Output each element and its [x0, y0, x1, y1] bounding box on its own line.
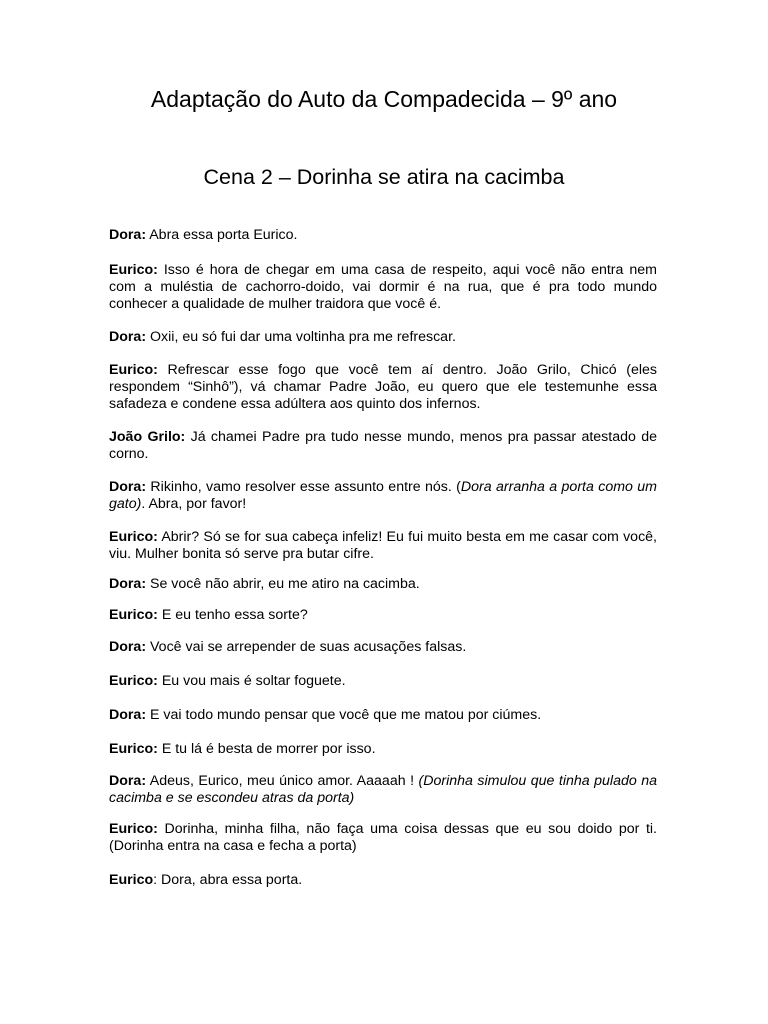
speaker-name: Dora:	[109, 227, 147, 243]
dialogue-line	[109, 607, 657, 624]
scene-title: Cena 2 – Dorinha se atira na cacimba	[203, 165, 565, 189]
line-text: Dorinha, minha filha, não faça uma coisa dessas que eu sou doido por ti. (Dorinha entra na casa e fecha a porta)	[109, 821, 657, 854]
dialogue-line	[109, 227, 657, 244]
dialogue-line	[109, 479, 657, 513]
speaker-name: Dora:	[109, 639, 147, 655]
dialogue-line	[109, 429, 657, 463]
line-text: : Dora, abra essa porta.	[153, 872, 303, 888]
line-text: Eu vou mais é soltar foguete.	[157, 673, 346, 689]
dialogue-line	[109, 821, 657, 855]
speaker-name: Eurico:	[109, 607, 158, 623]
speaker-name: João Grilo:	[109, 429, 186, 445]
speaker-name: Dora:	[109, 576, 147, 592]
line-text: Abra essa porta Eurico.	[146, 227, 298, 243]
dialogue-line	[109, 262, 657, 313]
line-text: Já chamei Padre pra tudo nesse mundo, menos pra passar atestado de corno.	[109, 429, 657, 462]
speaker-name: Eurico:	[109, 821, 158, 837]
line-text: E eu tenho essa sorte?	[157, 607, 308, 623]
stage-direction: (Dorinha simulou que tinha pulado na cacimba e se escondeu atras da porta)	[109, 773, 657, 806]
line-text: Abrir? Só se for sua cabeça infeliz! Eu fui muito besta em me casar com você, viu. Mulher bonita só serve pra butar cifre.	[109, 529, 657, 562]
speaker-name: Eurico:	[109, 673, 158, 689]
dialogue-line	[109, 529, 657, 563]
line-text: Oxii, eu só fui dar uma voltinha pra me refrescar.	[146, 329, 456, 345]
speaker-name: Eurico	[109, 872, 154, 888]
dialogue-line	[109, 741, 657, 758]
line-text: E tu lá é besta de morrer por isso.	[157, 741, 376, 757]
line-text: Rikinho, vamo resolver esse assunto entre nós. (	[146, 479, 461, 495]
dialogue-line	[109, 362, 657, 413]
dialogue-line	[109, 673, 657, 690]
document-title: Adaptação do Auto da Compadecida – 9º ano	[150, 86, 618, 112]
dialogue-line	[109, 329, 657, 346]
dialogue-line	[109, 773, 657, 807]
dialogue-line	[109, 872, 657, 889]
speaker-name: Dora:	[109, 479, 147, 495]
speaker-name: Dora:	[109, 773, 147, 789]
line-text: Refrescar esse fogo que você tem aí dentro. João Grilo, Chicó (eles respondem “Sinhô”), vá chamar Padre João, eu quero que ele testemunhe essa safadeza e condene essa adúltera aos quinto dos infernos.	[109, 362, 657, 412]
speaker-name: Eurico:	[109, 262, 158, 278]
dialogue-body	[109, 227, 657, 889]
speaker-name: Eurico:	[109, 362, 158, 378]
speaker-name: Eurico:	[109, 741, 158, 757]
dialogue-line	[109, 576, 657, 593]
line-text: Isso é hora de chegar em uma casa de respeito, aqui você não entra nem com a muléstia de cachorro-doido, vai dormir é na rua, que é pra todo mundo conhecer a qualidade de mulher traidora que você é.	[109, 262, 657, 312]
speaker-name: Dora:	[109, 707, 147, 723]
line-text-after: . Abra, por favor!	[141, 496, 247, 512]
dialogue-line	[109, 639, 657, 656]
speaker-name: Dora:	[109, 329, 147, 345]
stage-direction: Dora arranha a porta como um gato)	[109, 479, 657, 512]
line-text: Adeus, Eurico, meu único amor. Aaaaah !	[146, 773, 419, 789]
line-text: Se você não abrir, eu me atiro na cacimba.	[146, 576, 420, 592]
line-text: Você vai se arrepender de suas acusações falsas.	[146, 639, 467, 655]
dialogue-line	[109, 707, 657, 724]
line-text: E vai todo mundo pensar que você que me matou por ciúmes.	[146, 707, 542, 723]
speaker-name: Eurico:	[109, 529, 158, 545]
